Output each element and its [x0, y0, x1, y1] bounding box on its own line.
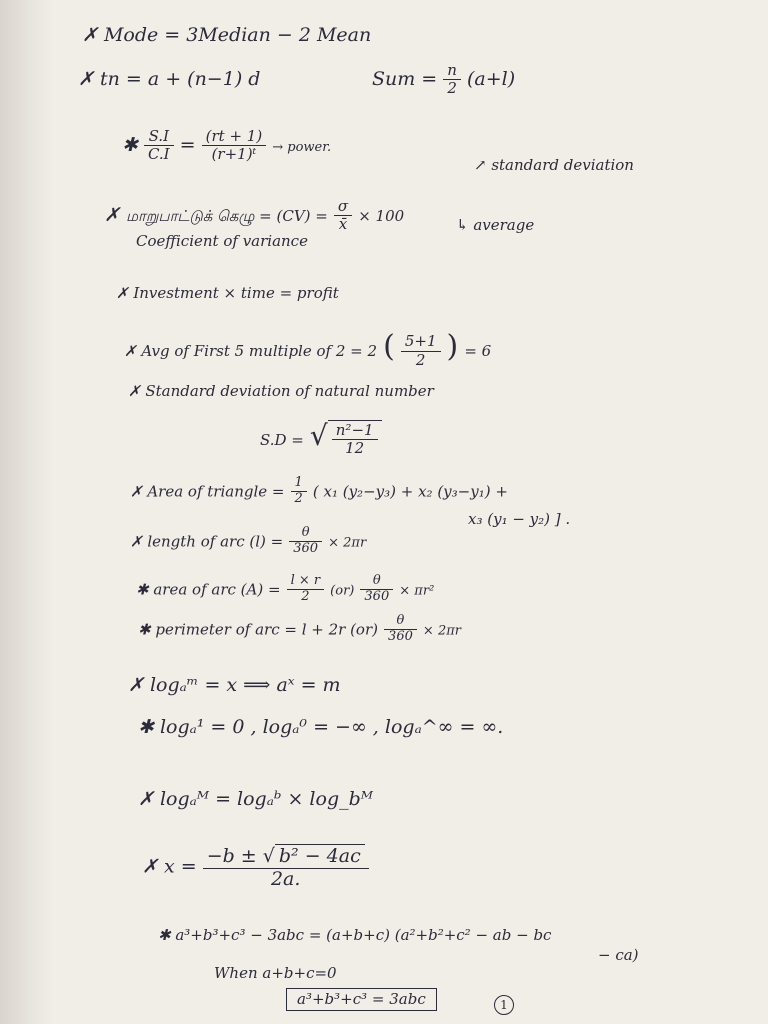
arc-length-formula	[130, 526, 366, 557]
sum-rest: (a+l)	[467, 67, 516, 90]
quad-den: 2a.	[270, 867, 301, 890]
si-den: C.I	[147, 145, 170, 164]
area-tri-pre: ✗ Area of triangle =	[130, 482, 285, 501]
perim-pre: ✱ perimeter of arc = l + 2r (or)	[138, 620, 378, 639]
arc-area-fraction-2	[360, 574, 393, 605]
log-special-values: ✱ logₐ¹ = 0 , logₐ⁰ = −∞ , logₐ^∞ = ∞.	[138, 716, 504, 738]
arc-area-post: × πr²	[399, 583, 435, 599]
cv-fraction	[334, 198, 352, 234]
arc-len-fraction	[289, 526, 322, 557]
arc-len-pre: ✗ length of arc (l) =	[130, 532, 284, 551]
avg-fraction	[401, 333, 441, 369]
paper-left-edge	[0, 0, 54, 1024]
log-definition: ✗ logₐᵐ = x ⟹ aˣ = m	[128, 674, 341, 696]
arc-area-den-2: 360	[364, 588, 390, 604]
quadratic-formula	[142, 844, 369, 891]
arc-area-formula	[136, 574, 434, 605]
quad-sqrt-sign: √	[262, 845, 275, 867]
si-ci-formula	[122, 128, 331, 164]
area-triangle-formula	[130, 476, 508, 507]
avg-num: 5+1	[401, 333, 441, 351]
arc-len-post: × 2πr	[328, 535, 367, 551]
cv-english-label: Coefficient of variance	[136, 232, 308, 250]
page-number	[494, 994, 514, 1015]
avg-den: 2	[415, 350, 426, 369]
investment-formula: ✗ Investment × time = profit	[116, 284, 339, 302]
page-number-circle: 1	[494, 995, 514, 1015]
quad-num	[203, 844, 369, 869]
area-triangle-cont: x₃ (y₁ − y₂) ] .	[468, 510, 571, 528]
cv-num: σ	[334, 198, 352, 216]
cv-den: x̄	[338, 215, 348, 234]
avg-paren-close: )	[446, 329, 459, 364]
avg-result: = 6	[464, 342, 492, 360]
area-tri-body: ( x₁ (y₂−y₃) + x₂ (y₃−y₁) +	[312, 482, 508, 501]
arc-area-den: 2	[301, 588, 310, 604]
sum-formula	[372, 62, 515, 98]
quad-num-b: b² − 4ac	[275, 844, 365, 868]
perimeter-arc-formula	[138, 614, 461, 645]
sd-natural-formula	[260, 420, 382, 458]
arc-len-num: θ	[289, 526, 322, 542]
sd-sqrt	[328, 420, 382, 458]
perim-post: × 2πr	[422, 623, 461, 639]
sd-pre: S.D =	[260, 430, 304, 449]
log-change-of-base: ✗ logₐᴹ = logₐᵇ × log_bᴹ	[138, 788, 374, 810]
area-tri-den: 2	[294, 490, 303, 506]
area-tri-num: 1	[291, 476, 307, 492]
perim-num: θ	[384, 614, 417, 630]
standard-deviation-note: ↗ standard deviation	[474, 156, 634, 174]
si-star: ✱	[122, 133, 138, 156]
handwritten-note-page	[54, 0, 768, 1024]
cv-star: ✗	[104, 203, 120, 226]
nth-term-formula: ✗ tn = a + (n−1) d	[78, 68, 261, 90]
perim-fraction	[384, 614, 417, 645]
cube-identity: ✱ a³+b³+c³ − 3abc = (a+b+c) (a²+b²+c² − ab − bc	[158, 926, 552, 944]
sqrt-sign: √	[309, 418, 328, 452]
si-rhs-num: (rt + 1)	[202, 128, 267, 146]
perim-den: 360	[388, 628, 413, 644]
boxed-identity: a³+b³+c³ = 3abc	[286, 988, 437, 1011]
sd-natural-title: ✗ Standard deviation of natural number	[128, 382, 434, 400]
sum-fraction-den: 2	[447, 79, 457, 98]
si-power-note: → power.	[272, 139, 332, 155]
sum-fraction	[443, 62, 461, 98]
when-condition: When a+b+c=0	[214, 964, 337, 982]
sd-den: 12	[345, 439, 365, 458]
avg-multiples-formula	[124, 329, 492, 369]
quad-fraction	[203, 844, 369, 891]
sd-fraction	[332, 422, 378, 458]
cv-script-label: மாறுபாட்டுக் கெழு = (CV) =	[125, 206, 328, 225]
si-ci-rhs-fraction	[202, 128, 267, 164]
boxed-result	[286, 988, 437, 1011]
quad-pre: ✗ x =	[142, 855, 197, 878]
arc-area-num: l × r	[287, 574, 325, 590]
si-ci-fraction	[144, 128, 174, 164]
avg-paren-open: (	[383, 329, 395, 364]
arc-len-den: 360	[293, 540, 319, 556]
avg-pre: ✗ Avg of First 5 multiple of 2 = 2	[124, 342, 378, 360]
area-tri-fraction	[291, 476, 307, 507]
sum-fraction-num: n	[443, 62, 461, 80]
si-rhs-den: (r+1)ᵗ	[211, 145, 257, 164]
cv-formula	[104, 198, 404, 234]
cv-average-note: ↳ average	[456, 216, 535, 234]
si-num: S.I	[144, 128, 174, 146]
arc-area-num-2: θ	[360, 574, 393, 590]
mode-formula: ✗ Mode = 3Median − 2 Mean	[82, 24, 372, 46]
arc-area-or: (or)	[330, 583, 355, 599]
sd-num: n²−1	[332, 422, 378, 440]
quad-num-a: −b ±	[206, 845, 257, 867]
arc-area-fraction	[287, 574, 325, 605]
cv-multiplier: × 100	[358, 206, 405, 225]
si-eq: =	[179, 133, 196, 156]
cube-identity-cont: − ca)	[598, 946, 639, 964]
arc-area-pre: ✱ area of arc (A) =	[136, 580, 281, 599]
sum-label: Sum =	[372, 67, 438, 90]
